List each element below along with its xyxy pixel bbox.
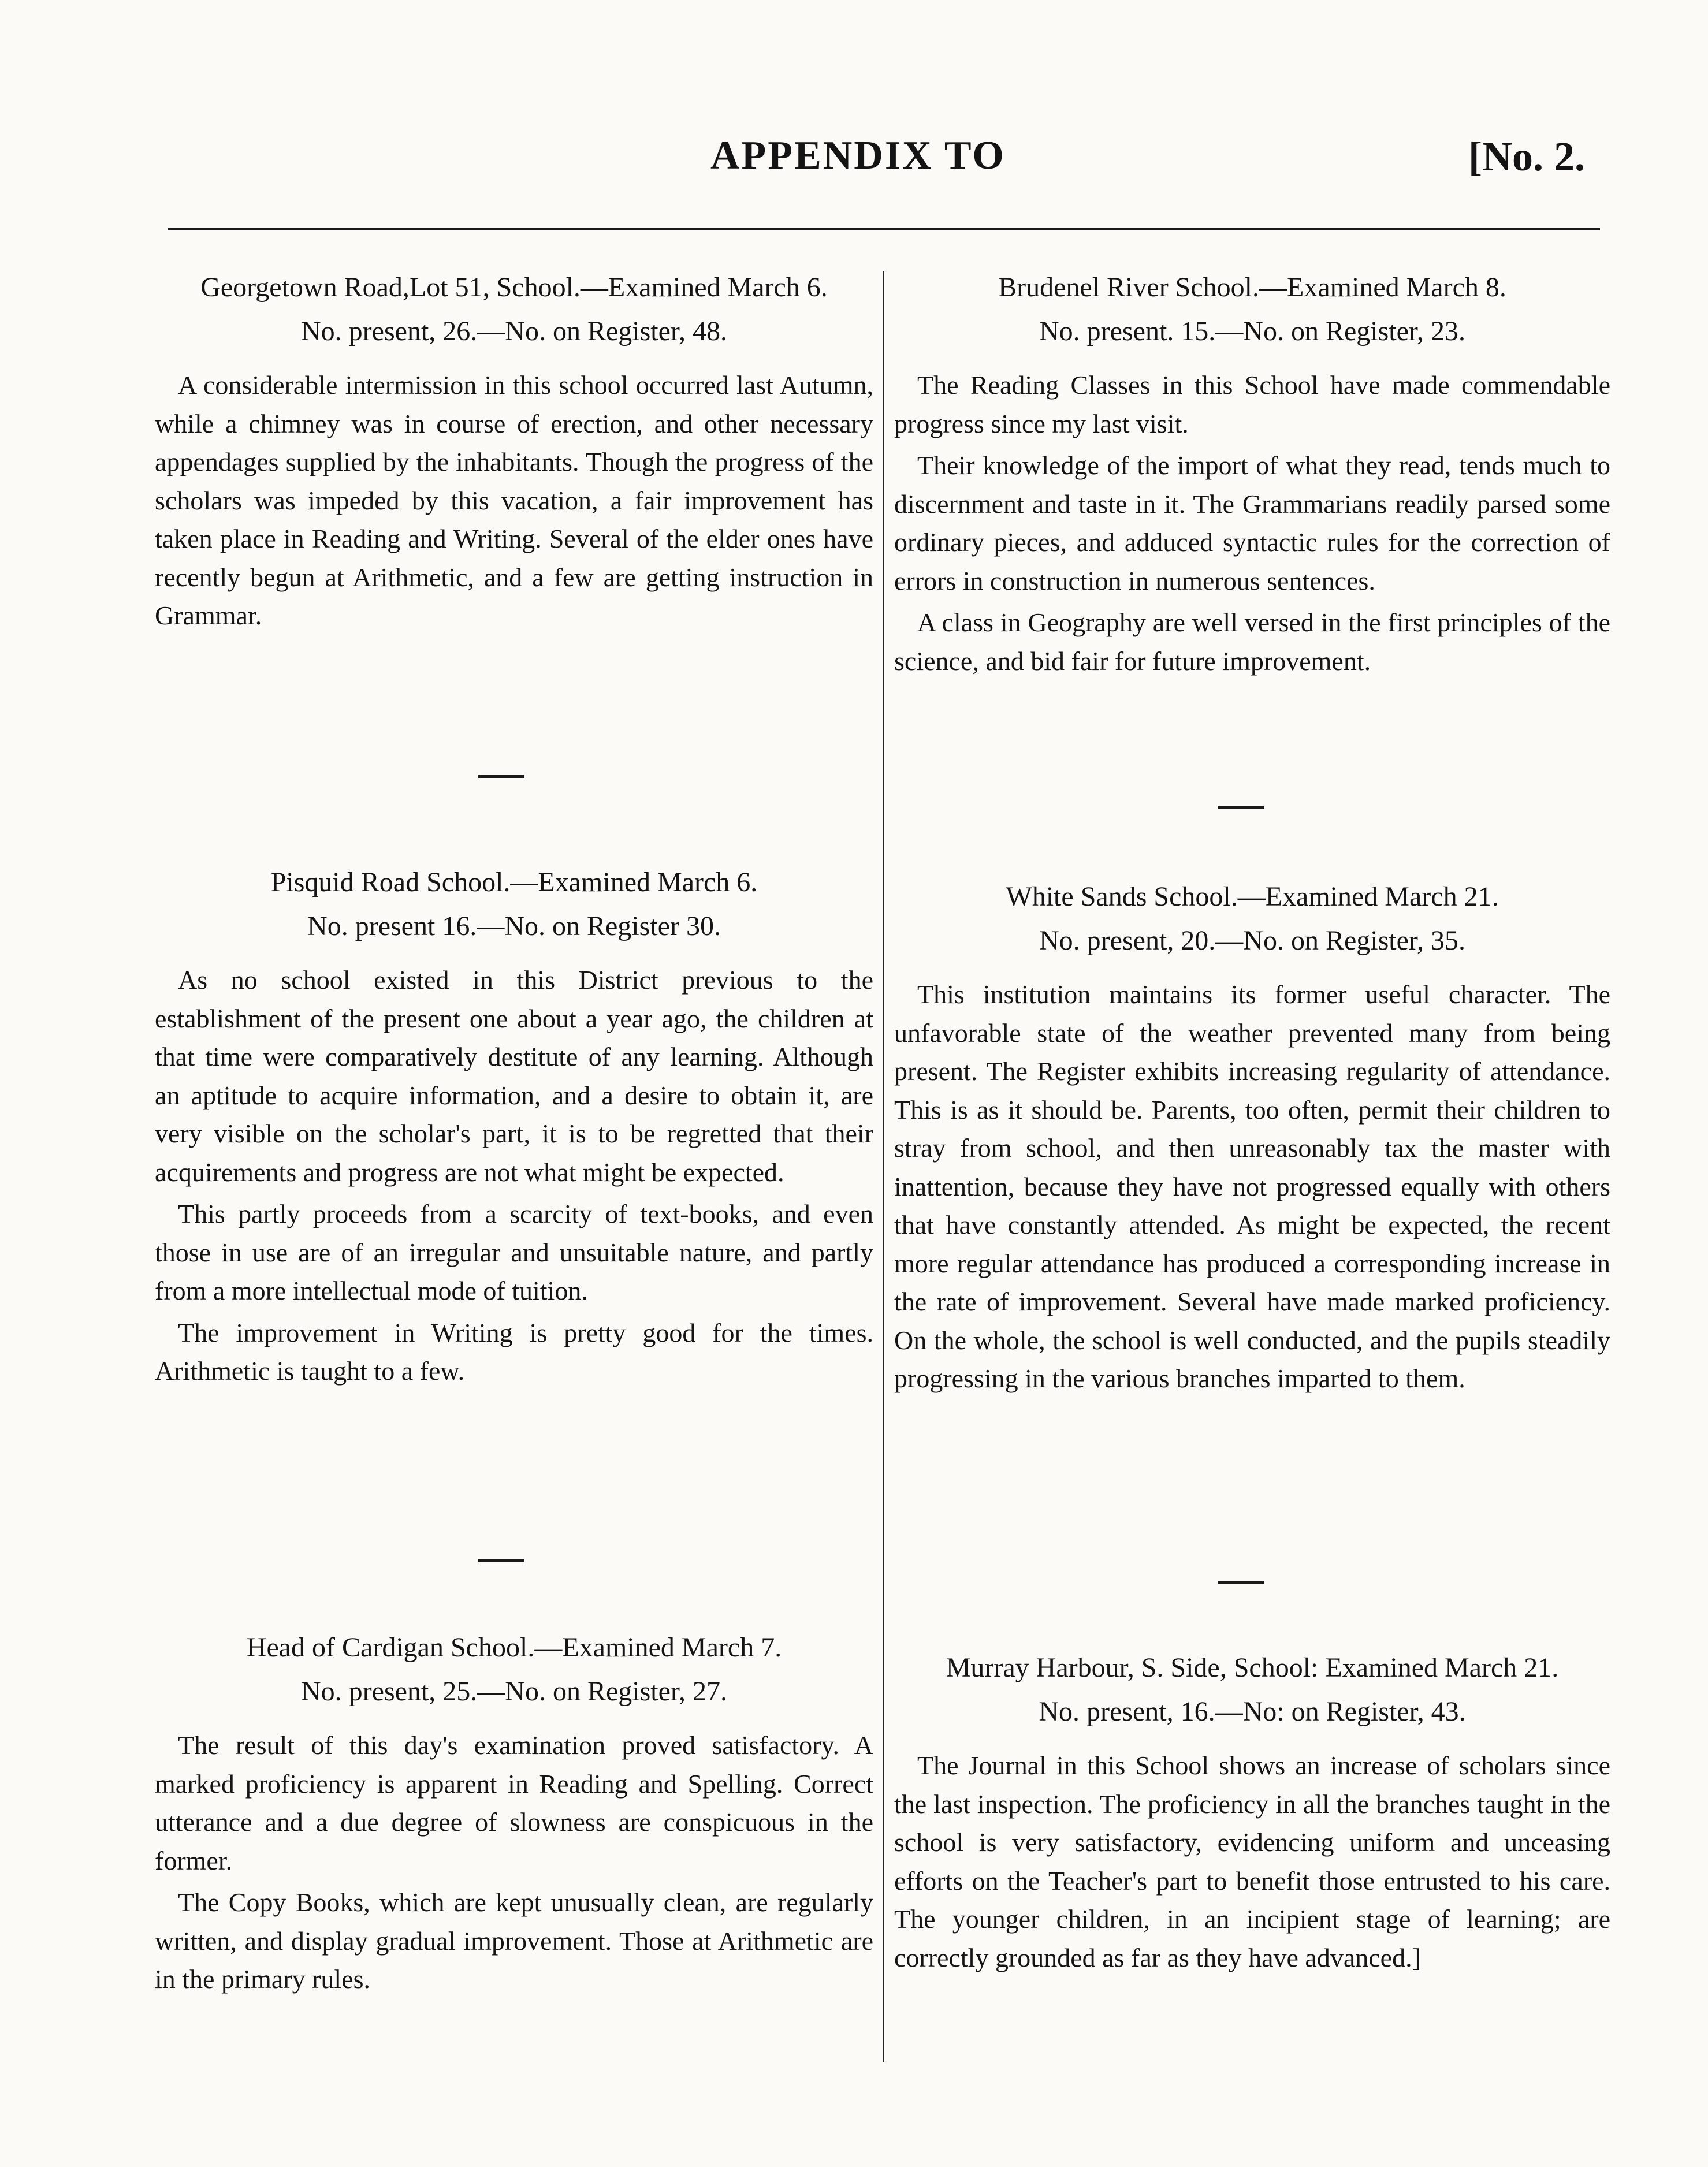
page-title: APPENDIX TO — [710, 133, 1006, 178]
section-paragraph: As no school existed in this District previous to the establishment of the present one about a year ago, the children at that time were comparatively destitute of any learning. Although an aptitude to acquire information, and a desire to obtain it, are very visible on the scholar's part, it is to be regretted that their acquirements and progress are not what might be expected. — [155, 965, 873, 1187]
section-separator — [1218, 1581, 1264, 1584]
report-murray-harbour — [894, 1646, 1610, 1980]
section-attendance: No. present, 16.—No: on Register, 43. — [1039, 1696, 1466, 1727]
section-attendance: No. present, 20.—No. on Register, 35. — [1039, 925, 1465, 956]
page-number: [No. 2. — [1468, 133, 1585, 180]
section-paragraph: This partly proceeds from a scarcity of text-books, and even those in use are of an irregular and unsuitable nature, and partly from a more intellectual mode of tuition. — [155, 1199, 873, 1305]
section-title: Pisquid Road School.—Examined March 6. — [270, 867, 758, 898]
section-attendance: No. present. 15.—No. on Register, 23. — [1039, 316, 1465, 347]
section-separator — [478, 775, 524, 778]
section-paragraph: The Journal in this School shows an increase of scholars since the last inspection. The proficiency in all the branches taught in the school is very satisfactory, evidencing uniform and unceasing efforts on the Teacher's part to benefit those entrusted to his care. The younger children, in an incipient stage of learning; are correctly grounded as far as they have advanced.] — [894, 1751, 1610, 1972]
header-rule — [168, 228, 1600, 230]
section-separator — [478, 1559, 524, 1562]
section-paragraph: The Reading Classes in this School have made commendable progress since my last visit. — [894, 370, 1610, 438]
section-attendance: No. present, 26.—No. on Register, 48. — [301, 316, 727, 347]
report-brudenel-river — [894, 266, 1610, 684]
section-paragraph: The Copy Books, which are kept unusually clean, are regularly written, and display gradual improvement. Those at Arithmetic are in the primary rules. — [155, 1887, 873, 1994]
section-paragraph: This institution maintains its former useful character. The unfavorable state of the weather prevented many from being present. The Register exhibits increasing regularity of attendance. This is as it should be. Parents, too often, permit their children to stray from school, and then unreasonably tax the master with inattention, because they have not progressed equally with others that have constantly attended. As might be expected, the recent more regular attendance has produced a corresponding increase in the rate of improvement. Several have made marked proficiency. On the whole, the school is well conducted, and the pupils steadily progressing in the various branches imparted to them. — [894, 980, 1610, 1393]
section-attendance: No. present 16.—No. on Register 30. — [307, 911, 721, 941]
section-attendance: No. present, 25.—No. on Register, 27. — [301, 1676, 727, 1707]
column-divider — [883, 271, 884, 2062]
report-georgetown-road — [155, 266, 873, 639]
section-paragraph: The result of this day's examination proved satisfactory. A marked proficiency is apparent in Reading and Spelling. Correct utterance and a due degree of slowness are conspicuous in the former. — [155, 1730, 873, 1875]
section-separator — [1218, 806, 1264, 809]
report-head-of-cardigan — [155, 1626, 873, 2002]
section-title: Head of Cardigan School.—Examined March 7. — [246, 1632, 782, 1663]
section-paragraph: A class in Geography are well versed in the first principles of the science, and bid fair for future improvement. — [894, 608, 1610, 676]
section-paragraph: The improvement in Writing is pretty good for the times. Arithmetic is taught to a few. — [155, 1317, 873, 1386]
report-white-sands — [894, 875, 1610, 1402]
section-paragraph: A considerable intermission in this school occurred last Autumn, while a chimney was in course of erection, and other necessary appendages supplied by the inhabitants. Though the progress of the scholars was impeded by this vacation, a fair improvement has taken place in Reading and Writing. Several of the elder ones have recently begun at Arithmetic, and a few are getting instruction in Grammar. — [155, 370, 873, 630]
section-title: White Sands School.—Examined March 21. — [1006, 881, 1499, 912]
section-title: Murray Harbour, S. Side, School: Examined March 21. — [946, 1652, 1559, 1683]
section-title: Brudenel River School.—Examined March 8. — [998, 272, 1506, 303]
section-paragraph: Their knowledge of the import of what they read, tends much to discernment and taste in it. The Grammarians readily parsed some ordinary pieces, and adduced syntactic rules for the correction of errors in construction in numerous sentences. — [894, 450, 1610, 595]
section-title: Georgetown Road,Lot 51, School.—Examined March 6. — [200, 272, 828, 303]
report-pisquid-road — [155, 861, 873, 1394]
page-header — [0, 133, 1708, 196]
